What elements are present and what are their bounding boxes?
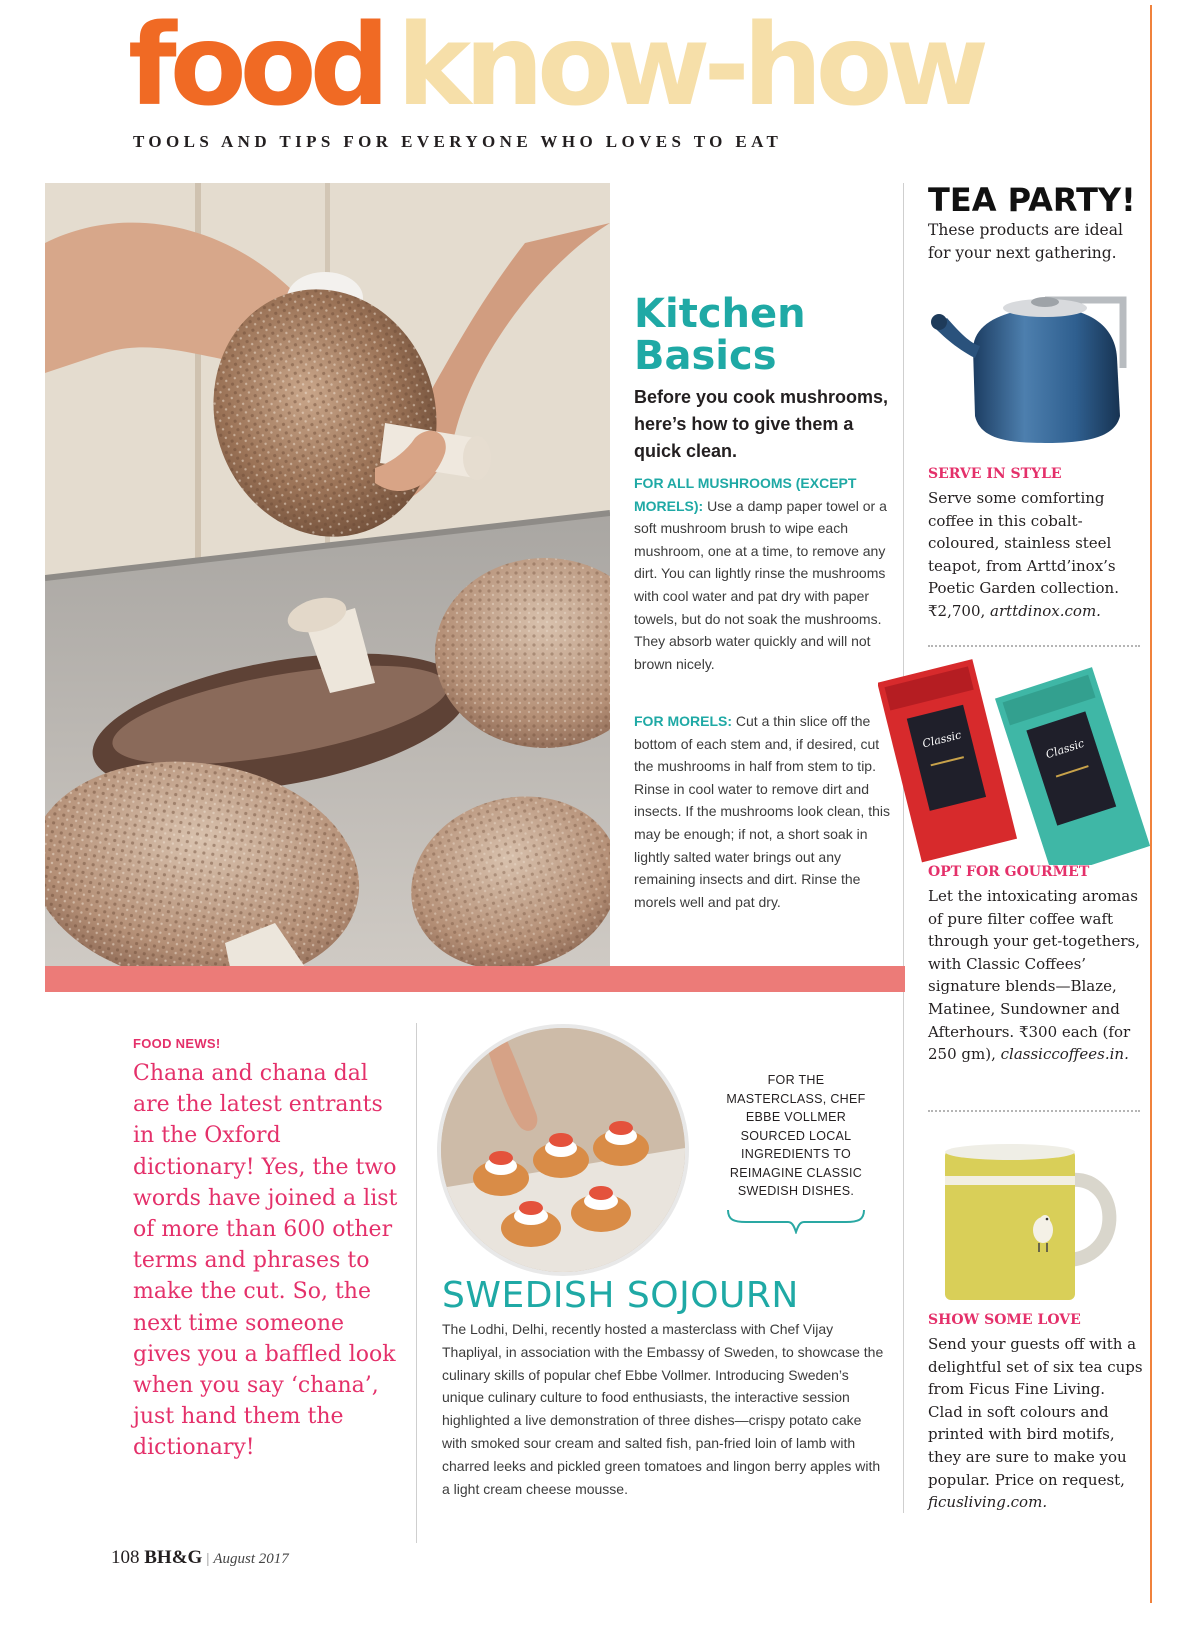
product-text: Let the intoxicating aromas of pure filter coffee waft through your get-togethers, with Classic Coffees’ signature blends—Blaze, Matinee, Sundowner and Afterhours. ₹300 each (for 250 gm),: [928, 887, 1140, 1064]
issue-date: August 2017: [213, 1551, 289, 1567]
coffee-pack-label: Classic: [921, 728, 963, 751]
product-link: ficusliving.com.: [928, 1493, 1048, 1512]
masterclass-dish-photo: [437, 1024, 689, 1276]
page-footer: [111, 1547, 289, 1569]
tea-cup-image: [935, 1140, 1140, 1310]
tea-party-subtitle: These products are ideal for your next gathering.: [928, 221, 1123, 262]
section-accent-bar: [45, 966, 905, 992]
opt-for-gourmet-heading: OPT FOR GOURMET: [928, 864, 1090, 880]
serve-in-style-heading: SERVE IN STYLE: [928, 466, 1062, 482]
tea-party-title: TEA PARTY!: [928, 181, 1136, 219]
masthead-tagline: TOOLS AND TIPS FOR EVERYONE WHO LOVES TO EAT: [133, 132, 783, 151]
masthead-title: [128, 1, 983, 131]
coffee-packs-image: [878, 650, 1163, 865]
column-divider-lower: [416, 1023, 417, 1543]
food-news-heading: FOOD NEWS!: [133, 1036, 221, 1051]
show-some-love-text: [928, 1333, 1143, 1514]
kitchen-tip-morels: [634, 710, 902, 913]
magazine-brand: BH&G: [144, 1547, 203, 1568]
product-link: arttdinox.com.: [990, 601, 1101, 620]
tip-text: Use a damp paper towel or a soft mushroom brush to wipe each mushroom, one at a time, to remove any dirt. You can lightly rinse the mushrooms with cool water and pat dry with paper towels, but do not soak the mushrooms. They absorb water quickly and will not brown nicely.: [634, 497, 887, 672]
masthead-word-know-how: know-how: [396, 1, 983, 131]
tip-lead: FOR ALL MUSHROOMS (EXCEPT MORELS):: [634, 475, 857, 514]
product-link: classiccoffees.in.: [1000, 1045, 1129, 1064]
masthead-word-food: food: [128, 1, 383, 131]
masterclass-caption: FOR THE MASTERCLASS, CHEF EBBE VOLLMER SOURCED LOCAL INGREDIENTS TO REIMAGINE CLASSIC SWEDISH DISHES.: [726, 1073, 866, 1198]
kitchen-basics-title: Kitchen Basics: [634, 291, 806, 379]
dotted-divider: [928, 1110, 1140, 1112]
product-text: Serve some comforting coffee in this cobalt-coloured, stainless steel teapot, from Arttd’inox’s Poetic Garden collection. ₹2,700,: [928, 489, 1119, 620]
food-news-body: Chana and chana dal are the latest entrants in the Oxford dictionary! Yes, the two words have joined a list of more than 600 other terms and phrases to make the cut. So, the next time someone gives you a baffled look when you say ‘chana’, just hand them the dictionary!: [133, 1061, 398, 1461]
show-some-love-heading: SHOW SOME LOVE: [928, 1312, 1081, 1328]
tip-lead: FOR MORELS:: [634, 713, 732, 729]
serve-in-style-text: [928, 487, 1143, 623]
coffee-pack-label: Classic: [1044, 736, 1086, 762]
page-number: 108: [111, 1547, 140, 1568]
mushroom-cleaning-photo: [45, 183, 610, 967]
tip-text: Cut a thin slice off the bottom of each stem and, if desired, cut the mushrooms in half from stem to tip. Rinse in cool water to remove dirt and insects. If the mushrooms look clean, this may be enough; if not, a short soak in lightly salted water brings out any remaining insects and dirt. Rinse the morels well and pat dry.: [634, 713, 890, 910]
swedish-sojourn-body: The Lodhi, Delhi, recently hosted a masterclass with Chef Vijay Thapliyal, in association with the Embassy of Sweden, to showcase the culinary skills of popular chef Ebbe Vollmer. Introducing Sweden’s unique culinary culture to food enthusiasts, the interactive session highlighted a live demonstration of three dishes—crispy potato cake with smoked sour cream and salted fish, pan-fried loin of lamb with charred leeks and pickled green tomatoes and lingon berry apples with a light cream cheese mousse.: [442, 1321, 884, 1497]
caption-brace: [726, 1208, 866, 1234]
kitchen-tip-all-mushrooms: [634, 472, 902, 675]
product-text: Send your guests off with a delightful set of six tea cups from Ficus Fine Living. Clad in soft colours and printed with bird motifs, they are sure to make you popular. Price on request,: [928, 1335, 1143, 1489]
dotted-divider: [928, 645, 1140, 647]
kitchen-basics-intro: Before you cook mushrooms, here’s how to give them a quick clean.: [634, 387, 889, 461]
footer-separator: |: [206, 1551, 210, 1567]
swedish-sojourn-title: SWEDISH SOJOURN: [442, 1275, 799, 1316]
teapot-image: [925, 288, 1135, 448]
opt-for-gourmet-text: [928, 885, 1143, 1066]
